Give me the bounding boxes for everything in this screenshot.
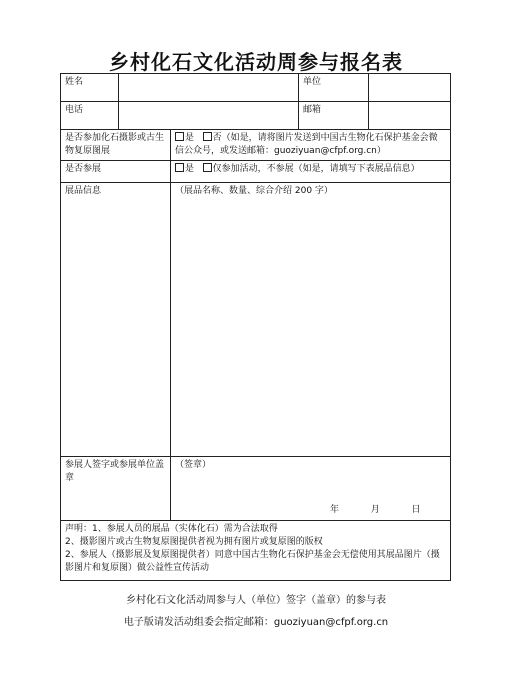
declaration-cell [61,521,451,581]
exhibit-info-label: 展品信息 [61,183,171,457]
checkbox-icon[interactable] [175,163,184,172]
phone-label: 电话 [61,102,119,130]
date-day: 日 [411,505,421,515]
unit-field[interactable] [369,74,451,102]
signature-label: 参展人签字或参展单位盖章 [61,457,171,521]
name-label: 姓名 [61,74,119,102]
email-label: 邮箱 [299,102,369,130]
photo-participation-label: 是否参加化石摄影或古生物复原图展 [61,130,171,161]
name-field[interactable] [119,74,299,102]
photo-participation-options [171,130,451,161]
exhibit-yes-option[interactable]: 是 [175,164,194,174]
exhibit-info-hint: （展品名称、数量、综合介绍 200 字） [175,186,333,196]
declaration-line-3: 2、参展人（摄影展及复原图提供者）同意中国古生物化石保护基金会无偿使用其展品图片（摄影图片和复原图）做公益性宣传活动 [65,550,440,573]
email-field[interactable] [369,102,451,130]
row-exhibit-participation [61,161,451,183]
row-name-unit [61,74,451,102]
checkbox-icon[interactable] [203,163,212,172]
checkbox-icon[interactable] [175,132,184,141]
exhibit-info-field[interactable] [171,183,451,457]
declaration-line-1: 声明：1、参展人员的展品（实体化石）需为合法取得 [65,524,278,534]
row-phone-email [61,102,451,130]
date-year: 年 [330,505,340,515]
exhibit-participation-label: 是否参展 [61,161,171,183]
exhibit-activity-only-option[interactable]: 仅参加活动，不参展（如是，请填写下表展品信息） [212,164,420,174]
photo-no-option[interactable]: 否（如是，请将图片发送到中国古生物化石保护基金会微信公众号，或发送邮箱：guoziyuan@cfpf.org.cn） [175,133,438,156]
photo-yes-option[interactable]: 是 [175,133,194,143]
unit-label: 单位 [299,74,369,102]
row-exhibit-info [61,183,451,457]
signature-hint: （签章） [175,460,212,470]
footer-line-2: 电子版请发活动组委会指定邮箱：guoziyuan@cfpf.org.cn [123,617,389,628]
row-photo-participation [61,130,451,161]
checkbox-icon[interactable] [203,132,212,141]
signature-date [330,502,421,515]
row-declaration [61,521,451,581]
form-title: 乡村化石文化活动周参与报名表 [109,50,403,74]
declaration-line-2: 2、摄影图片或古生物复原图提供者视为拥有图片或复原图的版权 [65,537,323,547]
exhibit-participation-options [171,161,451,183]
phone-field[interactable] [119,102,299,130]
footer-line-1: 乡村化石文化活动周参与人（单位）签字（盖章）的参与表 [126,595,386,606]
date-month: 月 [370,505,380,515]
